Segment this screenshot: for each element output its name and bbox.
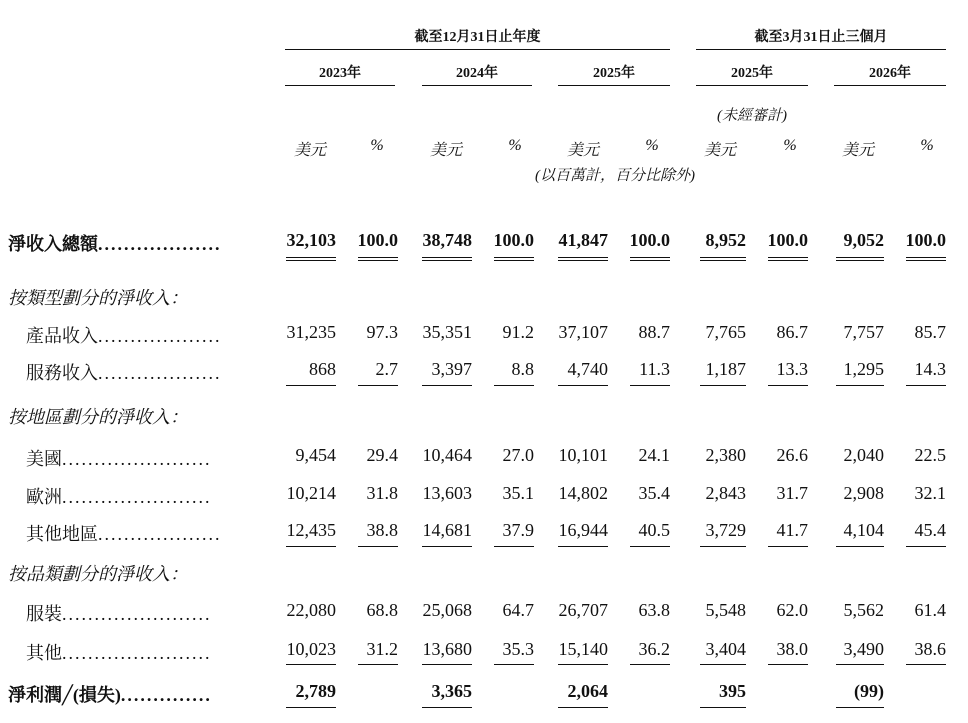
cell-pct: 61.4 <box>914 600 946 620</box>
subtotal-underline <box>906 385 946 386</box>
section-label-by-category: 按品類劃分的淨收入： <box>8 564 188 584</box>
cell-value: 3,365 <box>431 681 472 701</box>
total-underline <box>286 707 336 708</box>
cell-pct: 14.3 <box>914 359 946 379</box>
row-label-europe: 歐洲....................... <box>26 487 212 507</box>
cell-value: 14,681 <box>422 520 472 540</box>
cell-value: 2,064 <box>567 681 608 701</box>
cell-value: 9,454 <box>295 445 336 465</box>
cell-value: 3,729 <box>705 520 746 540</box>
cell-pct: 40.5 <box>638 520 670 540</box>
subtotal-underline <box>700 546 746 547</box>
cell-value: 5,548 <box>705 600 746 620</box>
cell-pct: 35.1 <box>502 483 534 503</box>
double-underline <box>358 257 398 261</box>
cell-value: 3,404 <box>705 639 746 659</box>
double-underline <box>558 257 608 261</box>
cell-value: 9,052 <box>843 230 884 250</box>
cell-value: 31,235 <box>286 322 336 342</box>
cell-pct: 35.3 <box>502 639 534 659</box>
cell-pct: 64.7 <box>502 600 534 620</box>
cell-value: 395 <box>719 681 746 701</box>
cell-pct: 85.7 <box>914 322 946 342</box>
row-label-other-category: 其他....................... <box>26 643 212 663</box>
cell-pct: 24.1 <box>638 445 670 465</box>
unit-pct: % <box>920 137 934 154</box>
subtotal-underline <box>286 385 336 386</box>
cell-value: 10,101 <box>558 445 608 465</box>
cell-pct: 41.7 <box>776 520 808 540</box>
cell-pct: 31.8 <box>366 483 398 503</box>
cell-value: 4,740 <box>567 359 608 379</box>
cell-pct: 45.4 <box>914 520 946 540</box>
subtotal-underline <box>558 546 608 547</box>
unit-usd: 美元 <box>703 142 736 159</box>
subtotal-underline <box>422 546 472 547</box>
row-label-service: 服務收入................... <box>26 363 222 383</box>
cell-value: 32,103 <box>286 230 336 250</box>
cell-value: 12,435 <box>286 520 336 540</box>
cell-value: 2,789 <box>295 681 336 701</box>
cell-value: 2,040 <box>843 445 884 465</box>
cell-pct: 32.1 <box>914 483 946 503</box>
cell-value: 37,107 <box>558 322 608 342</box>
subtotal-underline <box>836 546 884 547</box>
total-underline <box>836 707 884 708</box>
cell-value: 14,802 <box>558 483 608 503</box>
unit-note: (以百萬計，百分比除外) <box>535 168 695 184</box>
cell-pct: 38.6 <box>914 639 946 659</box>
subtotal-underline <box>422 664 472 665</box>
subtotal-underline <box>630 546 670 547</box>
cell-value: 8,952 <box>705 230 746 250</box>
cell-pct: 2.7 <box>375 359 398 379</box>
cell-value: 10,464 <box>422 445 472 465</box>
subtotal-underline <box>836 664 884 665</box>
row-label-product: 產品收入................... <box>26 326 222 346</box>
cell-pct: 63.8 <box>638 600 670 620</box>
cell-pct: 13.3 <box>776 359 808 379</box>
cell-value: 868 <box>309 359 336 379</box>
subtotal-underline <box>768 546 808 547</box>
subtotal-underline <box>700 664 746 665</box>
row-label-other-regions: 其他地區................... <box>26 524 222 544</box>
unit-usd: 美元 <box>429 142 462 159</box>
year-underline <box>422 85 532 86</box>
cell-value: 1,295 <box>843 359 884 379</box>
subtotal-underline <box>286 664 336 665</box>
subtotal-underline <box>630 664 670 665</box>
subtotal-underline <box>906 546 946 547</box>
group-underline-quarter <box>696 49 946 50</box>
cell-pct: 38.0 <box>776 639 808 659</box>
subtotal-underline <box>768 385 808 386</box>
cell-pct: 31.7 <box>776 483 808 503</box>
unit-usd: 美元 <box>566 142 599 159</box>
cell-value: 10,023 <box>286 639 336 659</box>
year-underline <box>696 85 808 86</box>
group-header-annual: 截至12月31日止年度 <box>414 30 541 45</box>
subtotal-underline <box>558 385 608 386</box>
cell-value: 16,944 <box>558 520 608 540</box>
cell-value: 38,748 <box>422 230 472 250</box>
cell-pct: 100.0 <box>905 230 946 250</box>
cell-pct: 27.0 <box>502 445 534 465</box>
cell-pct: 29.4 <box>366 445 398 465</box>
row-label-usa: 美國....................... <box>26 449 212 469</box>
year-underline <box>285 85 395 86</box>
cell-value: 10,214 <box>286 483 336 503</box>
double-underline <box>836 257 884 261</box>
year-header-q2025: 2025年 <box>731 66 773 81</box>
cell-pct: 68.8 <box>366 600 398 620</box>
cell-value: 3,397 <box>431 359 472 379</box>
year-underline <box>834 85 946 86</box>
subtotal-underline <box>494 385 534 386</box>
unaudited-note: (未經審計) <box>717 108 787 124</box>
cell-pct: 31.2 <box>366 639 398 659</box>
subtotal-underline <box>630 385 670 386</box>
cell-pct: 22.5 <box>914 445 946 465</box>
cell-value: 7,765 <box>705 322 746 342</box>
subtotal-underline <box>358 546 398 547</box>
cell-value: 2,843 <box>705 483 746 503</box>
cell-value: 22,080 <box>286 600 336 620</box>
cell-pct: 100.0 <box>493 230 534 250</box>
cell-value: 35,351 <box>422 322 472 342</box>
row-label-apparel: 服裝....................... <box>26 604 212 624</box>
unit-pct: % <box>508 137 522 154</box>
cell-value: 4,104 <box>843 520 884 540</box>
cell-pct: 35.4 <box>638 483 670 503</box>
group-underline-annual <box>285 49 670 50</box>
cell-pct: 36.2 <box>638 639 670 659</box>
subtotal-underline <box>358 664 398 665</box>
subtotal-underline <box>358 385 398 386</box>
cell-pct: 100.0 <box>629 230 670 250</box>
subtotal-underline <box>494 664 534 665</box>
cell-value: 41,847 <box>558 230 608 250</box>
cell-value: 3,490 <box>843 639 884 659</box>
cell-pct: 37.9 <box>502 520 534 540</box>
cell-value: 7,757 <box>843 322 884 342</box>
cell-value: 13,603 <box>422 483 472 503</box>
cell-pct: 100.0 <box>767 230 808 250</box>
section-label-by-type: 按類型劃分的淨收入： <box>8 288 188 308</box>
cell-pct: 86.7 <box>776 322 808 342</box>
unit-usd: 美元 <box>841 142 874 159</box>
subtotal-underline <box>422 385 472 386</box>
cell-pct: 88.7 <box>638 322 670 342</box>
subtotal-underline <box>700 385 746 386</box>
cell-value: 2,380 <box>705 445 746 465</box>
unit-pct: % <box>370 137 384 154</box>
total-underline <box>700 707 746 708</box>
cell-value: 5,562 <box>843 600 884 620</box>
year-underline <box>558 85 670 86</box>
double-underline <box>906 257 946 261</box>
cell-pct: 26.6 <box>776 445 808 465</box>
total-underline <box>558 707 608 708</box>
double-underline <box>494 257 534 261</box>
cell-value: 26,707 <box>558 600 608 620</box>
row-label-total: 淨收入總額................... <box>8 234 222 254</box>
unit-pct: % <box>783 137 797 154</box>
cell-value: 1,187 <box>705 359 746 379</box>
unit-usd: 美元 <box>293 142 326 159</box>
unit-pct: % <box>645 137 659 154</box>
subtotal-underline <box>836 385 884 386</box>
double-underline <box>700 257 746 261</box>
subtotal-underline <box>558 664 608 665</box>
subtotal-underline <box>768 664 808 665</box>
year-header-2023: 2023年 <box>319 66 361 81</box>
group-header-quarter: 截至3月31日止三個月 <box>754 30 888 45</box>
cell-pct: 8.8 <box>511 359 534 379</box>
cell-value: (99) <box>854 681 884 701</box>
cell-pct: 11.3 <box>639 359 670 379</box>
year-header-2024: 2024年 <box>456 66 498 81</box>
cell-pct: 100.0 <box>357 230 398 250</box>
cell-value: 15,140 <box>558 639 608 659</box>
subtotal-underline <box>906 664 946 665</box>
year-header-q2026: 2026年 <box>869 66 911 81</box>
cell-value: 25,068 <box>422 600 472 620</box>
cell-pct: 38.8 <box>366 520 398 540</box>
double-underline <box>630 257 670 261</box>
total-underline <box>422 707 472 708</box>
row-label-net-profit: 淨利潤╱(損失).............. <box>8 685 212 705</box>
cell-value: 13,680 <box>422 639 472 659</box>
cell-pct: 97.3 <box>366 322 398 342</box>
cell-pct: 62.0 <box>776 600 808 620</box>
cell-value: 2,908 <box>843 483 884 503</box>
double-underline <box>768 257 808 261</box>
cell-pct: 91.2 <box>502 322 534 342</box>
double-underline <box>286 257 336 261</box>
section-label-by-region: 按地區劃分的淨收入： <box>8 407 188 427</box>
subtotal-underline <box>494 546 534 547</box>
double-underline <box>422 257 472 261</box>
subtotal-underline <box>286 546 336 547</box>
year-header-2025: 2025年 <box>593 66 635 81</box>
